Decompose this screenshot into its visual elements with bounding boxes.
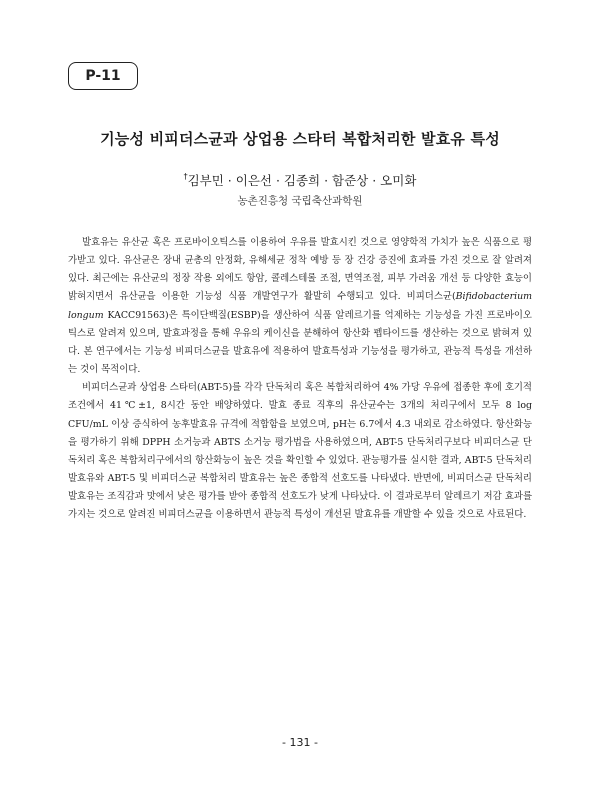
abstract-paragraph-2: 비피더스균과 상업용 스타터(ABT-5)를 각각 단독처리 혹은 복합처리하여 4% 가당 우유에 접종한 후에 호기적 조건에서 41℃±1, 8시간 동안 배양하였다. 발효 종료 직후의 유산균수는 3개의 처리구에서 모두 8 log CFU/mL 이상 증식하여 농후발효유 규격에 적합함을 보였으며, pH는 6.7에서 4.3 내외로 감소하였다. 항산화능을 평가하기 위해 DPPH 소거능과 ABTS 소거능 평가법을 사용하였으며, ABT-5 단독처리구보다 비피더스균 단독처리 혹은 복합처리구에서의 항산화능이 높은 것을 확인할 수 있었다. 관능평가를 실시한 결과, ABT-5 단독처리 발효유와 ABT-5 및 비피더스균 복합처리 발효유는 높은 종합적 선호도를 나타냈다. 반면에, 비피더스균 단독처리 발효유는 조직감과 맛에서 낮은 평가를 받아 종합적 선호도가 낮게 나타났다. 이 결과로부터 알레르기 저감 효과를 가지는 것으로 알려진 비피더스균을 이용하면서 관능적 특성이 개선된 발효유를 개발할 수 있을 것으로 사료된다. <box>68 382 532 521</box>
abstract-p1-part-b: KACC91563)은 특이단백질(ESBP)을 생산하여 식품 알레르기를 억제하는 기능성을 가진 프로바이오틱스로 알려져 있으며, 발효과정을 통해 우유의 케이신을 분해하여 항산화 펩타이드를 생산하는 것으로 밝혀져 있다. 본 연구에서는 기능성 비피더스균을 발효유에 적용하여 발효특성과 기능성을 평가하고, 관능적 특성을 개선하는 것이 목적이다. <box>68 309 532 376</box>
page-number: - 131 - <box>282 736 318 749</box>
paper-title: 기능성 비피더스균과 상업용 스타터 복합처리한 발효유 특성 <box>100 130 500 148</box>
author-names: 김부민 · 이은선 · 김종희 · 함준상 · 오미화 <box>187 173 417 188</box>
abstract-paragraph-1 <box>68 234 532 379</box>
author-list <box>0 171 600 189</box>
abstract-p1-part-a: 발효유는 유산균 혹은 프로바이오틱스를 이용하여 우유를 발효시킨 것으로 영양학적 가치가 높은 식품으로 평가받고 있다. 유산균은 장내 균총의 안정화, 유해세균 정착 예방 등 장 건강 증진에 효과를 가진 것으로 잘 알려져 있다. 최근에는 유산균의 정장 작용 외에도 항암, 콜레스테롤 조절, 면역조절, 피부 가려움 개선 등 다양한 효능이 밝혀지면서 유산균을 이용한 기능성 식품 개발연구가 활발히 수행되고 있다. 비피더스균( <box>68 237 532 303</box>
poster-code-badge <box>68 62 138 90</box>
abstract-body <box>68 234 532 525</box>
poster-code: P-11 <box>85 68 121 84</box>
affiliation: 농촌진흥청 국립축산과학원 <box>237 195 363 207</box>
corresponding-author-mark: † <box>183 172 188 181</box>
species-name: Bifidobacterium longum <box>68 291 532 321</box>
